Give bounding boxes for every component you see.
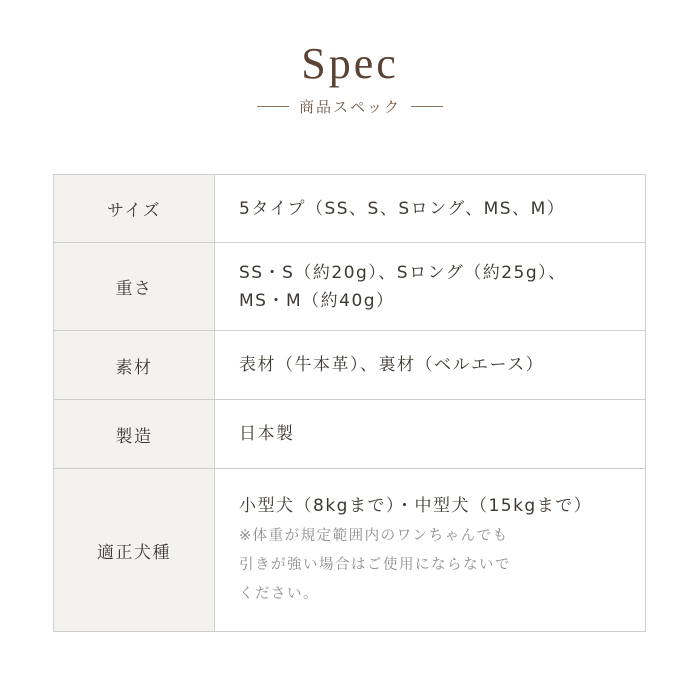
page-subtitle: 商品スペック [298,98,401,116]
spec-value [215,469,646,632]
spec-value-line: 5タイプ（SS、S、Sロング、MS、M） [239,198,566,219]
subtitle-rule-left [257,106,289,107]
spec-value [215,243,646,331]
spec-row-dog-size [54,469,646,632]
spec-label: 重さ [54,243,215,331]
spec-value-line: 小型犬（8kgまで）・中型犬（15kgまで） [239,495,593,516]
spec-label: 適正犬種 [54,469,215,632]
spec-label: 製造 [54,400,215,469]
spec-note-line: ください。 [239,585,319,602]
spec-row-weight [54,243,646,331]
spec-note [239,522,644,609]
spec-value-line: 日本製 [239,424,295,444]
spec-row-manufacture [54,400,646,469]
spec-label: 素材 [54,331,215,400]
spec-label: サイズ [54,175,215,243]
spec-table [53,174,646,632]
spec-row-material [54,331,646,400]
subtitle-rule-right [411,106,443,107]
spec-value-line: 表材（牛本革）、裏材（ベルエース） [239,355,545,375]
spec-value [215,331,646,400]
spec-note-line: 引きが強い場合はご使用にならないで [239,556,511,573]
spec-value-line: SS・S（約20g）、Sロング（約25g）、 [239,262,567,283]
spec-value-line: MS・M（約40g） [239,290,395,311]
page-title: Spec [301,39,399,88]
spec-note-line: ※体重が規定範囲内のワンちゃんでも [239,527,509,544]
subtitle-row [0,96,700,117]
spec-value [215,175,646,243]
spec-row-size [54,175,646,243]
spec-value [215,400,646,469]
